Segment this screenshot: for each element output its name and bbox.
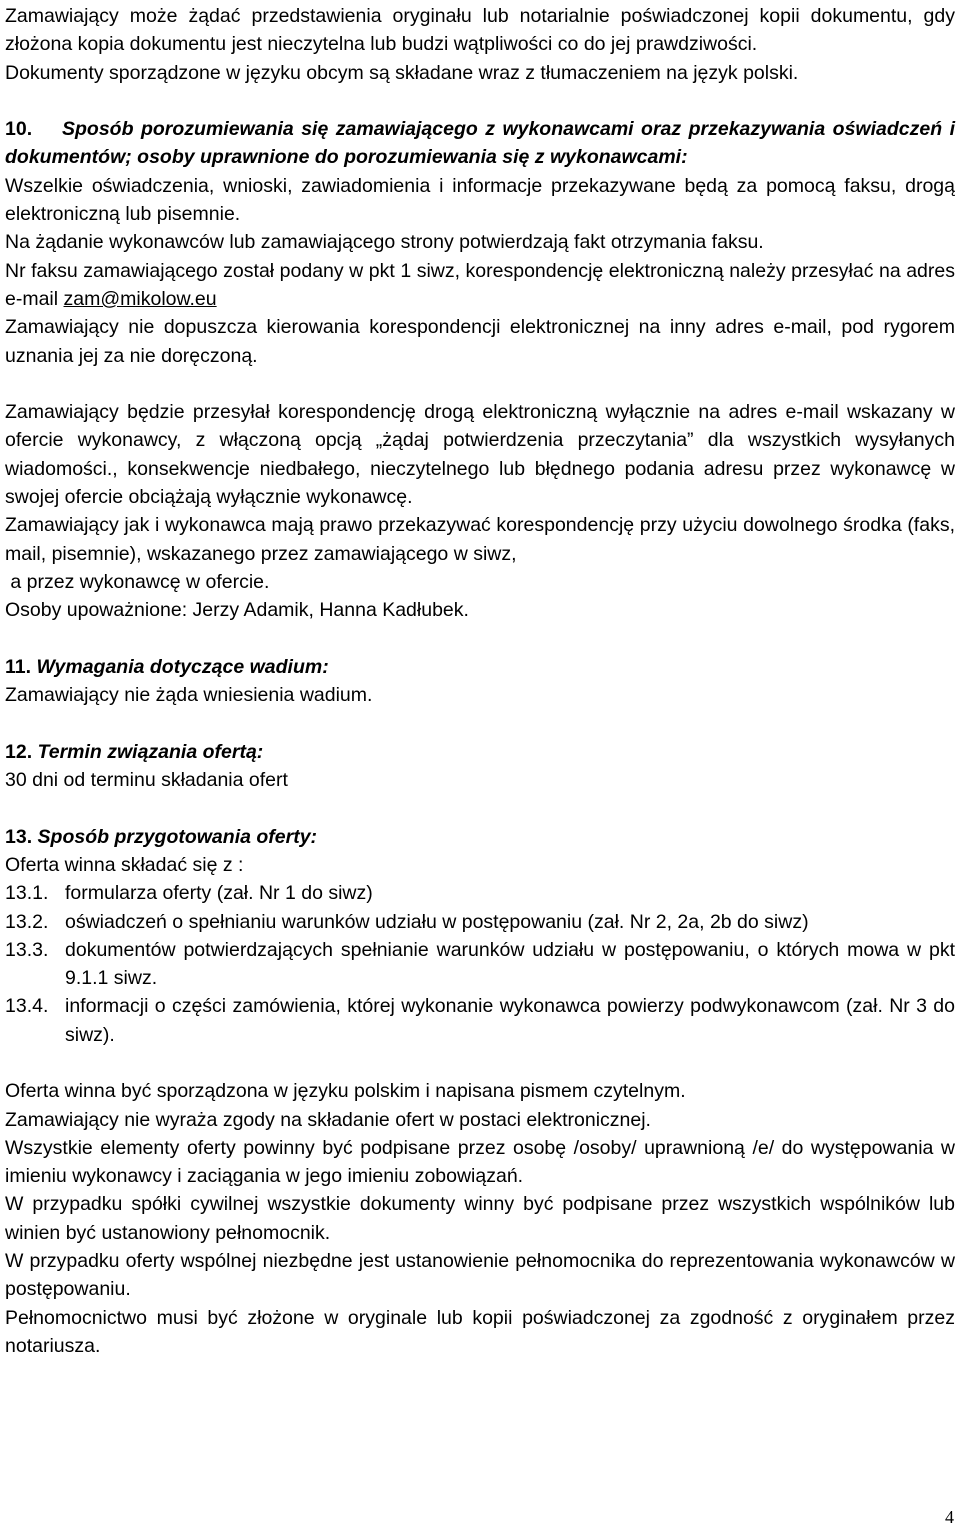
paragraph: 30 dni od terminu składania ofert xyxy=(5,769,288,792)
paragraph: Na żądanie wykonawców lub zamawiającego strony potwierdzają fakt otrzymania faksu. xyxy=(5,231,764,254)
section-title: Wymagania dotyczące wadium: xyxy=(36,655,329,678)
document-page xyxy=(5,2,955,1360)
list-item xyxy=(5,936,955,993)
list-item xyxy=(5,908,955,936)
paragraph-text: Nr faksu zamawiającego został podany w pkt 1 siwz, korespondencję elektroniczną należy przesyłać na adres e-mail xyxy=(5,259,955,310)
section-heading-13 xyxy=(5,823,955,851)
paragraph-text: a przez wykonawcę w ofercie. xyxy=(10,570,270,593)
list-item xyxy=(5,879,955,907)
paragraph: Oferta winna być sporządzona w języku polskim i napisana pismem czytelnym. xyxy=(5,1080,686,1103)
paragraph xyxy=(5,568,955,596)
paragraph: Zamawiający będzie przesyłał korespondencję drogą elektroniczną wyłącznie na adres e-mail wskazany w ofercie wykonawcy, z włączoną opcją „żądaj potwierdzenia przeczytania” dla wszystkich wysyłanych wiadomości., konsekwencje niedbałego, nieczytelnego lub błędnego podania adresu przez wykonawcę w swojej ofercie obciążają wyłącznie wykonawcę. xyxy=(5,401,955,509)
section-heading-11 xyxy=(5,653,955,681)
paragraph: Zamawiający nie dopuszcza kierowania korespondencji elektronicznej na inny adres e-mail, pod rygorem uznania jej za nie doręczoną. xyxy=(5,316,955,367)
section-heading-10 xyxy=(5,115,955,172)
section-title: Sposób porozumiewania się zamawiającego z wykonawcami oraz przekazywania oświadczeń i dokumentów; osoby uprawnione do porozumiewania się z wykonawcami: xyxy=(5,118,955,169)
paragraph: Dokumenty sporządzone w języku obcym są składane wraz z tłumaczeniem na język polski. xyxy=(5,61,799,84)
list-item-number: 13.2. xyxy=(5,910,49,933)
section-number: 11. xyxy=(5,655,32,678)
paragraph: Osoby upoważnione: Jerzy Adamik, Hanna Kadłubek. xyxy=(5,599,469,622)
paragraph: Pełnomocnictwo musi być złożone w oryginale lub kopii poświadczonej za zgodność z oryginałem przez notariusza. xyxy=(5,1306,955,1357)
paragraph: Zamawiający nie żąda wniesienia wadium. xyxy=(5,684,373,707)
section-number: 13. xyxy=(5,825,33,848)
paragraph: Zamawiający jak i wykonawca mają prawo przekazywać korespondencję przy użyciu dowolnego środka (faks, mail, pisemnie), wskazanego przez zamawiającego w siwz, xyxy=(5,514,955,565)
section-title: Sposób przygotowania oferty: xyxy=(37,825,318,848)
list-item-text: formularza oferty (zał. Nr 1 do siwz) xyxy=(65,882,373,905)
email-link[interactable]: zam@mikolow.eu xyxy=(63,287,217,310)
list-item-text: oświadczeń o spełnianiu warunków udziału w postępowaniu (zał. Nr 2, 2a, 2b do siwz) xyxy=(65,910,809,933)
page-number: 4 xyxy=(945,1507,954,1527)
list-item xyxy=(5,992,955,1049)
section-heading-12 xyxy=(5,738,955,766)
list-item-number: 13.3. xyxy=(5,938,49,961)
paragraph: W przypadku spółki cywilnej wszystkie dokumenty winny być podpisane przez wszystkich wspólników lub winien być ustanowiony pełnomocnik. xyxy=(5,1193,955,1244)
list-item-number: 13.1. xyxy=(5,882,49,905)
paragraph: Wszelkie oświadczenia, wnioski, zawiadomienia i informacje przekazywane będą za pomocą faksu, drogą elektroniczną lub pisemnie. xyxy=(5,174,955,226)
paragraph: Zamawiający może żądać przedstawienia oryginału lub notarialnie poświadczonej kopii dokumentu, gdy złożona kopia dokumentu jest nieczytelna lub budzi wątpliwości co do jej prawdziwości. xyxy=(5,5,955,56)
paragraph: W przypadku oferty wspólnej niezbędne jest ustanowienie pełnomocnika do reprezentowania wykonawców w postępowaniu. xyxy=(5,1250,955,1301)
list-item-number: 13.4. xyxy=(5,995,49,1018)
section-number: 10. xyxy=(5,118,33,141)
section-title: Termin związania ofertą: xyxy=(37,740,264,763)
list-item-text: dokumentów potwierdzających spełnianie warunków udziału w postępowaniu, o których mowa w pkt 9.1.1 siwz. xyxy=(65,938,955,990)
paragraph: Zamawiający nie wyraża zgody na składanie ofert w postaci elektronicznej. xyxy=(5,1108,651,1131)
paragraph: Wszystkie elementy oferty powinny być podpisane przez osobę /osoby/ uprawnioną /e/ do występowania w imieniu wykonawcy i zaciągania w jego imieniu zobowiązań. xyxy=(5,1136,955,1188)
paragraph: Oferta winna składać się z : xyxy=(5,853,244,876)
list-item-text: informacji o części zamówienia, której wykonanie wykonawca powierzy podwykonawcom (zał. Nr 3 do siwz). xyxy=(65,995,955,1046)
paragraph xyxy=(5,257,955,314)
section-number: 12. xyxy=(5,740,33,763)
